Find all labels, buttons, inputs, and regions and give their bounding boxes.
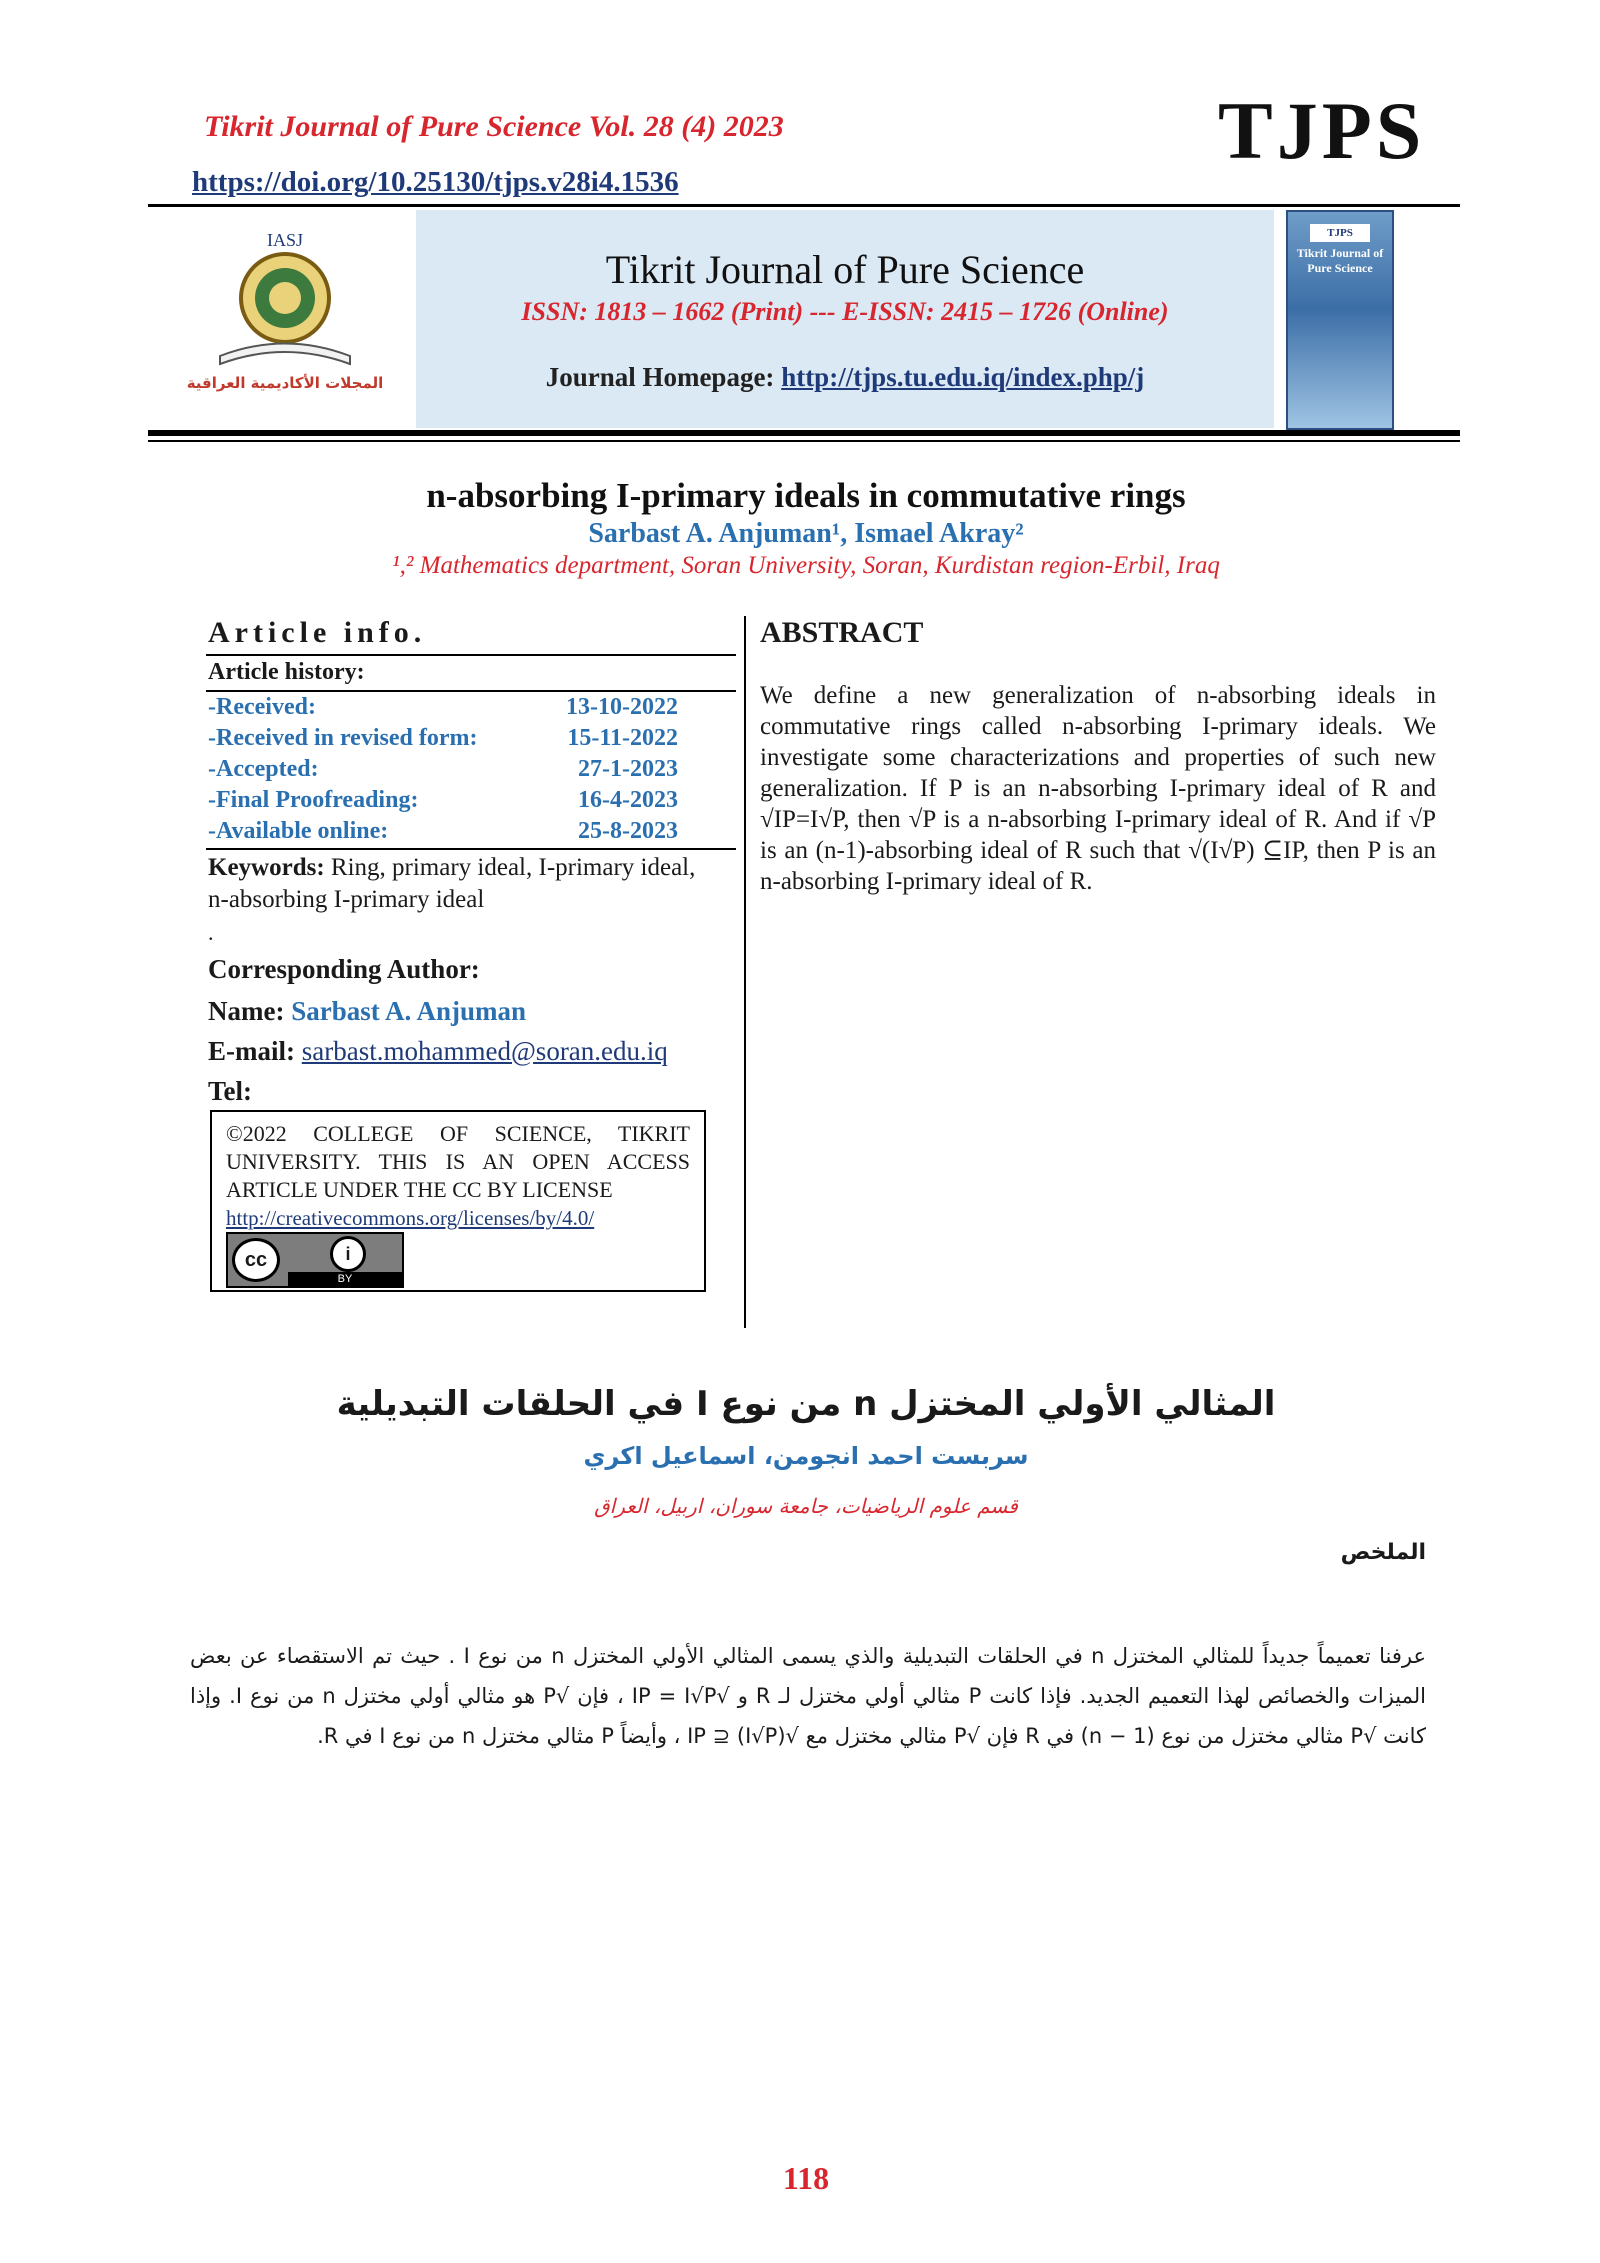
cover-badge: TJPS: [1310, 224, 1370, 242]
name-value: Sarbast A. Anjuman: [291, 996, 527, 1026]
cc-by-badge[interactable]: [226, 1232, 404, 1288]
journal-volume-line: Tikrit Journal of Pure Science Vol. 28 (4) 2023: [204, 110, 784, 143]
cover-title: Tikrit Journal of Pure Science: [1296, 246, 1384, 275]
history-date: 25-8-2023: [578, 818, 678, 844]
abstract-text: We define a new generalization of n-absorbing ideals in commutative rings called n-absorbing I-primary ideals. We investigate some characterizations and properties of such new generalization. If P is an n-absorbing I-primary ideal of R and √IP=I√P, then √P is a n-absorbing I-primary ideal of R. And if √P is an (n-1)-absorbing ideal of R such that √(I√P) ⊆IP, then P is an n-absorbing I-primary ideal of R.: [760, 682, 1436, 895]
page-number: 118: [782, 2160, 830, 2196]
arabic-title: المثالي الأولي المختزل n من نوع I في الحلقات التبديلية: [336, 1384, 1276, 1424]
history-date: 27-1-2023: [578, 756, 678, 782]
arabic-authors: سربست احمد انجومن، اسماعيل اكري: [583, 1442, 1029, 1470]
license-text: ©2022 COLLEGE OF SCIENCE, TIKRIT UNIVERSITY. THIS IS AN OPEN ACCESS ARTICLE UNDER THE CC BY LICENSE: [226, 1121, 690, 1202]
history-label: -Available online:: [208, 818, 389, 844]
iasj-label: IASJ: [266, 230, 304, 250]
iasj-logo: [160, 226, 410, 396]
arabic-abstract-text: عرفنا تعميماً جديداً للمثالي المختزل n في الحلقات التبديلية والذي يسمى المثالي الأولي المختزل n من نوع I . حيث تم الاستقصاء عن بعض الميزات والخصائص لهذا التعميم الجديد. فإذا كانت P مثالي أولي مختزل لـ R و √IP = I√P ، فإن √P هو مثالي أولي مختزل n من نوع I. وإذا كانت √P مثالي مختزل من نوع (n − 1) في R فإن √P مثالي مختزل مع √(I√P) ⊆ IP ، وأيضاً P مثالي مختزل n من نوع I في R.: [190, 1644, 1427, 1748]
by-label: BY: [288, 1272, 402, 1286]
stray-dot: .: [208, 920, 214, 945]
banner-divider-thin: [148, 440, 1460, 442]
doi-link[interactable]: https://doi.org/10.25130/tjps.v28i4.1536: [192, 166, 679, 198]
column-divider: [744, 616, 746, 1328]
keywords-rule: [206, 848, 736, 850]
paper-affiliation: ¹,² Mathematics department, Soran University, Soran, Kurdistan region-Erbil, Iraq: [392, 552, 1220, 579]
keywords-label: Keywords:: [208, 854, 325, 881]
tjps-logo: TJPS: [1218, 85, 1426, 176]
article-info-rule-top: [206, 654, 736, 656]
banner-journal-title: Tikrit Journal of Pure Science: [605, 247, 1085, 292]
cc-icon: cc: [232, 1238, 280, 1282]
article-history-label: Article history:: [208, 659, 365, 685]
article-info-heading: Article info.: [208, 616, 427, 649]
banner-issn: ISSN: 1813 – 1662 (Print) --- E-ISSN: 2415 – 1726 (Online): [521, 297, 1169, 326]
history-date: 16-4-2023: [578, 787, 678, 813]
history-label: -Accepted:: [208, 756, 319, 782]
header-divider: [148, 204, 1460, 207]
paper-authors: Sarbast A. Anjuman¹, Ismael Akray²: [588, 518, 1024, 549]
corresponding-author-heading: Corresponding Author:: [208, 954, 480, 984]
email-link[interactable]: sarbast.mohammed@soran.edu.iq: [301, 1036, 668, 1066]
homepage-label: Journal Homepage:: [545, 362, 775, 392]
name-label: Name:: [208, 996, 285, 1026]
history-date: 13-10-2022: [566, 694, 678, 720]
history-label: -Received:: [208, 694, 316, 720]
email-label: E-mail:: [208, 1036, 295, 1066]
arabic-affiliation: قسم علوم الرياضيات، جامعة سوران، اربيل، العراق: [594, 1494, 1018, 1518]
history-label: -Final Proofreading:: [208, 787, 419, 813]
iasj-emblem-icon: [160, 226, 410, 396]
banner-divider-thick: [148, 430, 1460, 436]
banner-homepage: [416, 362, 1274, 393]
tel-label: Tel:: [208, 1076, 253, 1106]
license-link[interactable]: http://creativecommons.org/licenses/by/4.0/: [226, 1206, 595, 1230]
abstract-heading: ABSTRACT: [760, 616, 924, 649]
history-date: 15-11-2022: [567, 725, 678, 751]
paper-title: n-absorbing I-primary ideals in commutative rings: [426, 476, 1186, 515]
history-rule: [206, 690, 736, 692]
iasj-arabic-label: المجلات الأكاديمية العراقية: [186, 374, 384, 392]
keywords-block: [208, 852, 708, 916]
author-email-line: [208, 1036, 668, 1067]
author-name-line: [208, 996, 526, 1027]
keywords-text: Ring, primary ideal, I-primary ideal, n-absorbing I-primary ideal: [208, 854, 696, 913]
history-label: -Received in revised form:: [208, 725, 478, 751]
journal-cover-image: [1286, 210, 1394, 430]
homepage-link[interactable]: http://tjps.tu.edu.iq/index.php/j: [781, 362, 1145, 392]
license-box: [210, 1110, 706, 1292]
arabic-abstract-heading: الملخص: [1340, 1540, 1426, 1565]
attribution-person-icon: i: [330, 1236, 366, 1272]
